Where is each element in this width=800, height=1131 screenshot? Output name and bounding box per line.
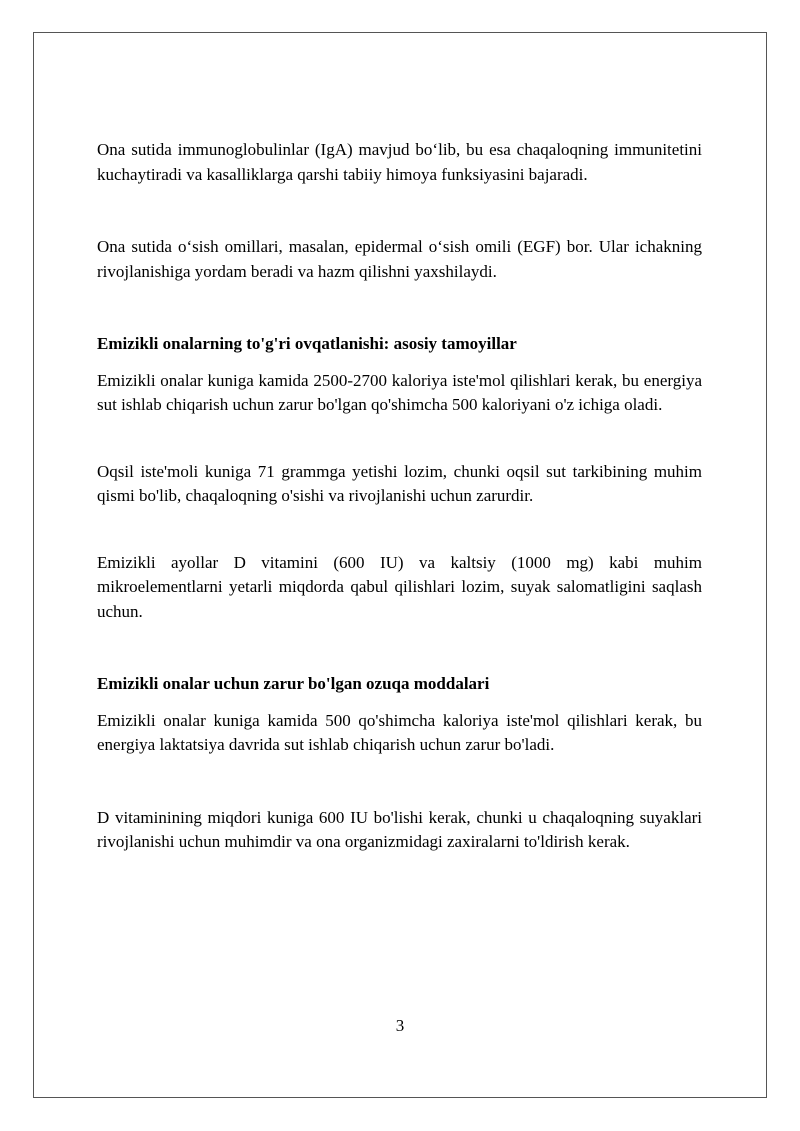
paragraph-egf: Ona sutida o‘sish omillari, masalan, epidermal o‘sish omili (EGF) bor. Ular ichakning rivojlanishiga yordam beradi va hazm qilishni yaxshilaydi. xyxy=(97,237,702,281)
paragraph-extra-calories: Emizikli onalar kuniga kamida 500 qo'shimcha kaloriya iste'mol qilishlari kerak, bu energiya laktatsiya davrida sut ishlab chiqarish uchun zarur bo'ladi. xyxy=(97,710,702,754)
paragraph-vitamin-d-amount: D vitaminining miqdori kuniga 600 IU bo'lishi kerak, chunki u chaqaloqning suyaklari rivojlanishi uchun muhimdir va ona organizmidagi zaxiralarni to'ldirish kerak. xyxy=(97,807,702,851)
paragraph-vitamin-d-calcium: Emizikli ayollar D vitamini (600 IU) va kaltsiy (1000 mg) kabi muhim mikroelementlarni yetarli miqdorda qabul qilishlari lozim, suyak salomatligini saqlash uchun. xyxy=(97,552,702,621)
paragraph-iga: Ona sutida immunoglobulinlar (IgA) mavjud bo‘lib, bu esa chaqaloqning immunitetini kuchaytiradi va kasalliklarga qarshi tabiiy himoya funksiyasini bajaradi. xyxy=(97,140,702,184)
paragraph-protein: Oqsil iste'moli kuniga 71 grammga yetishi lozim, chunki oqsil sut tarkibining muhim qismi bo'lib, chaqaloqning o'sishi va rivojlanishi uchun zarurdir. xyxy=(97,461,702,505)
document-body xyxy=(97,138,702,855)
paragraph-calories: Emizikli onalar kuniga kamida 2500-2700 kaloriya iste'mol qilishlari kerak, bu energiya sut ishlab chiqarish uchun zarur bo'lgan qo'shimcha 500 kaloriyani o'z ichiga oladi. xyxy=(97,370,702,414)
page-number: 3 xyxy=(395,1016,405,1035)
section-heading-nutrition-principles: Emizikli onalarning to'g'ri ovqatlanishi: asosiy tamoyillar xyxy=(97,334,517,353)
section-heading-nutrients: Emizikli onalar uchun zarur bo'lgan ozuqa moddalari xyxy=(97,674,490,693)
